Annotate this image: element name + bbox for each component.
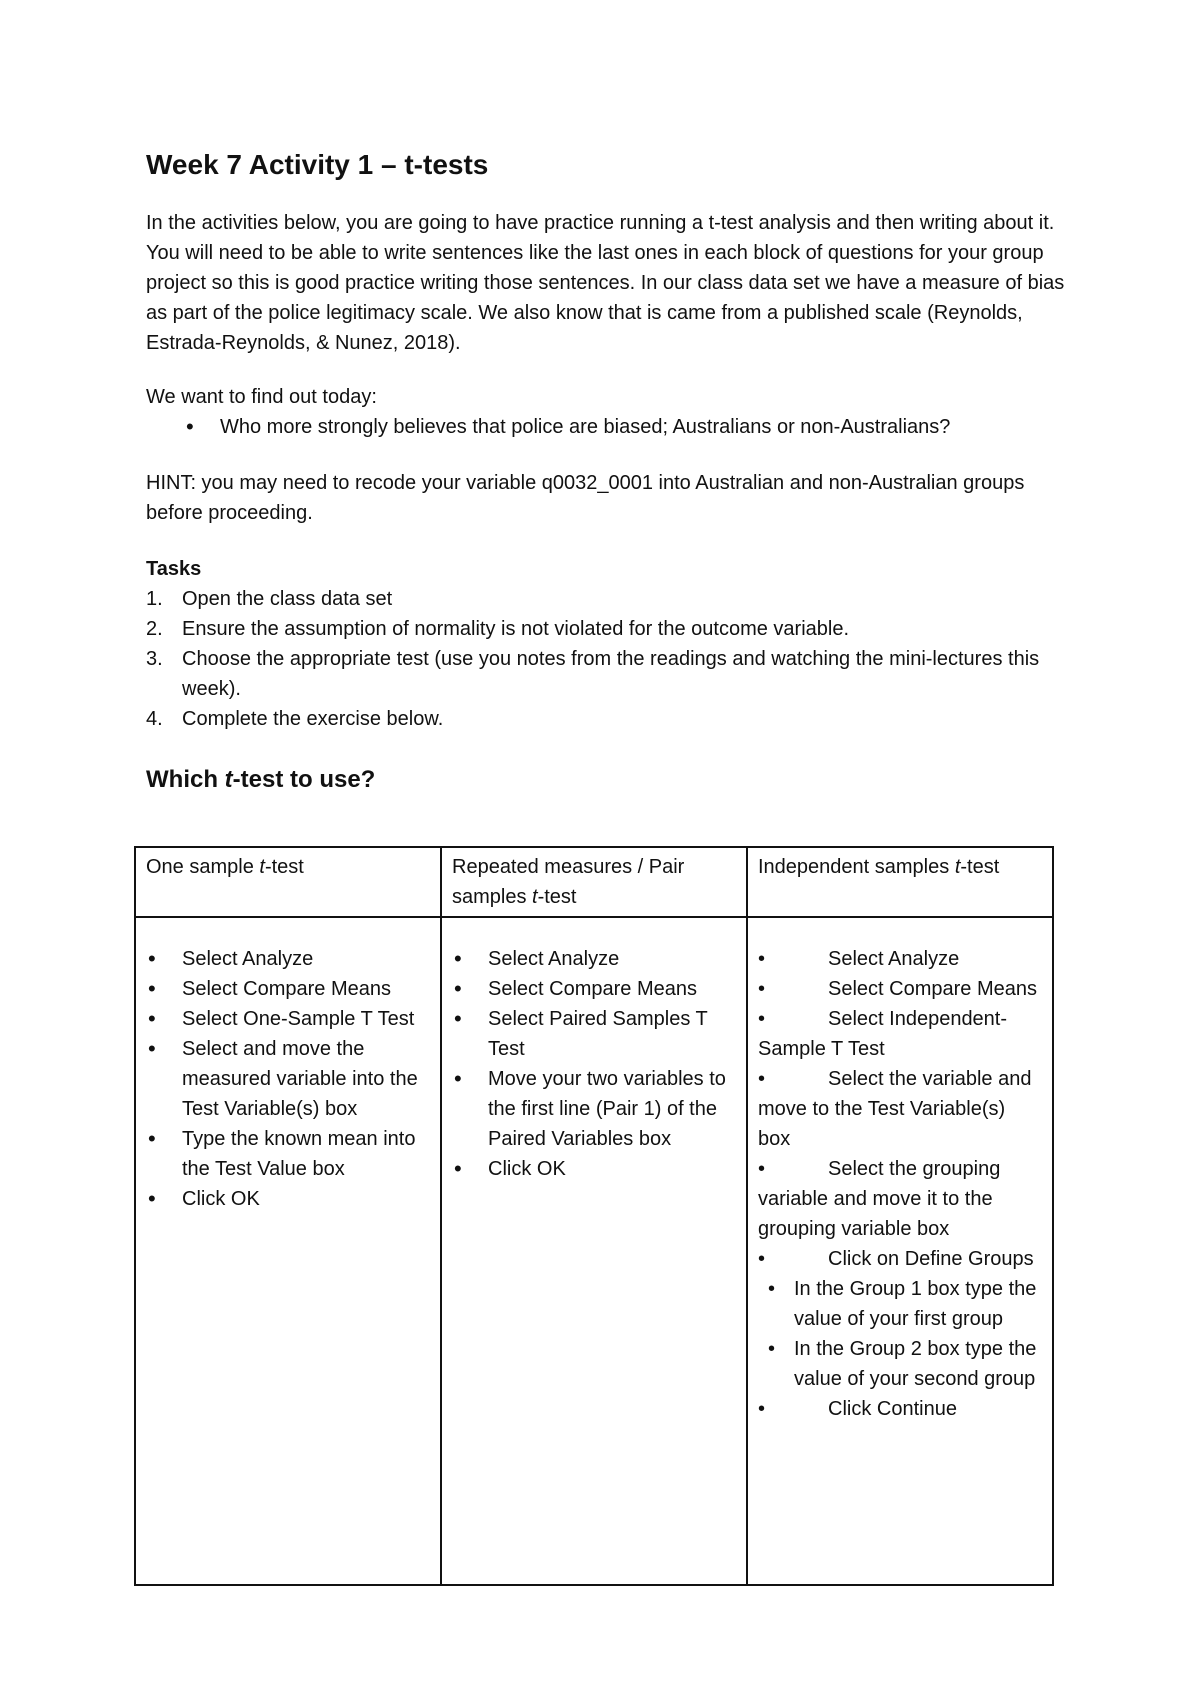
step-item: • Click Continue bbox=[758, 1398, 957, 1420]
header-repeated-measures: Repeated measures / Pair samples t-test bbox=[441, 847, 747, 917]
page-title: Week 7 Activity 1 – t-tests bbox=[146, 149, 489, 180]
steps-independent-samples bbox=[747, 917, 1053, 1585]
tasks-heading: Tasks bbox=[146, 557, 202, 580]
step-item: • Select Compare Means bbox=[146, 974, 430, 1004]
intro-paragraph: In the activities below, you are going to have practice running a t-test analysis and then writing about it. You will need to be able to write sentences like the last ones in each block of questions for your group project so this is good practice writing those sentences. In our class data set we have a measure of bias as part of the police legitimacy scale. We also know that is came from a published scale (Reynolds, Estrada-Reynolds, & Nunez, 2018). bbox=[146, 211, 1065, 354]
task-item: 2. Ensure the assumption of normality is not violated for the outcome variable. bbox=[146, 617, 850, 640]
task-item: 3. Choose the appropriate test (use you notes from the readings and watching the mini-lectures this week). bbox=[146, 647, 1040, 700]
hint-paragraph: HINT: you may need to recode your variable q0032_0001 into Australian and non-Australian groups before proceeding. bbox=[146, 471, 1025, 524]
header-one-sample: One sample t-test bbox=[135, 847, 441, 917]
step-item: • Select the variable and move to the Test Variable(s) box bbox=[758, 1068, 1032, 1150]
ttest-steps-table bbox=[134, 846, 1054, 1586]
steps-one-sample bbox=[135, 917, 441, 1585]
step-item: • Click OK bbox=[146, 1184, 430, 1214]
step-item: • Select Compare Means bbox=[758, 978, 1037, 1000]
step-item: • Select and move the measured variable into the Test Variable(s) box bbox=[146, 1034, 430, 1124]
steps-repeated-measures bbox=[441, 917, 747, 1585]
sub-step-item: • In the Group 1 box type the value of your first group bbox=[768, 1278, 1037, 1330]
step-item: • Select Independent-Sample T Test bbox=[758, 1008, 1008, 1060]
task-list bbox=[146, 584, 1066, 734]
step-item: • Select One-Sample T Test bbox=[146, 1004, 430, 1034]
step-item: • Move your two variables to the first line (Pair 1) of the Paired Variables box bbox=[452, 1064, 736, 1154]
step-list bbox=[146, 944, 430, 1214]
step-item: • Select the grouping variable and move it to the grouping variable box bbox=[758, 1158, 1001, 1240]
task-item: 4. Complete the exercise below. bbox=[146, 707, 444, 730]
sub-step-item: • In the Group 2 box type the value of your second group bbox=[768, 1338, 1037, 1390]
step-item: • Click OK bbox=[452, 1154, 736, 1184]
table-body-row bbox=[135, 917, 1053, 1585]
goal-label: We want to find out today: bbox=[146, 385, 377, 408]
step-list bbox=[452, 944, 736, 1184]
step-item: • Type the known mean into the Test Value box bbox=[146, 1124, 430, 1184]
goal-list bbox=[146, 412, 1066, 442]
task-item: 1. Open the class data set bbox=[146, 587, 393, 610]
step-list bbox=[758, 944, 1042, 1424]
step-item: • Select Paired Samples T Test bbox=[452, 1004, 736, 1064]
table-header-row bbox=[135, 847, 1053, 917]
step-item: • Select Analyze bbox=[452, 944, 736, 974]
table-heading: Which t-test to use? bbox=[146, 765, 376, 793]
step-item: • Select Analyze bbox=[758, 948, 960, 970]
goal-item: • Who more strongly believes that police are biased; Australians or non-Australians? bbox=[186, 412, 1066, 442]
header-independent-samples: Independent samples t-test bbox=[747, 847, 1053, 917]
document-page bbox=[146, 148, 1066, 810]
step-item: • Select Analyze bbox=[146, 944, 430, 974]
step-item: • Select Compare Means bbox=[452, 974, 736, 1004]
step-item: • Click on Define Groups bbox=[758, 1248, 1034, 1270]
